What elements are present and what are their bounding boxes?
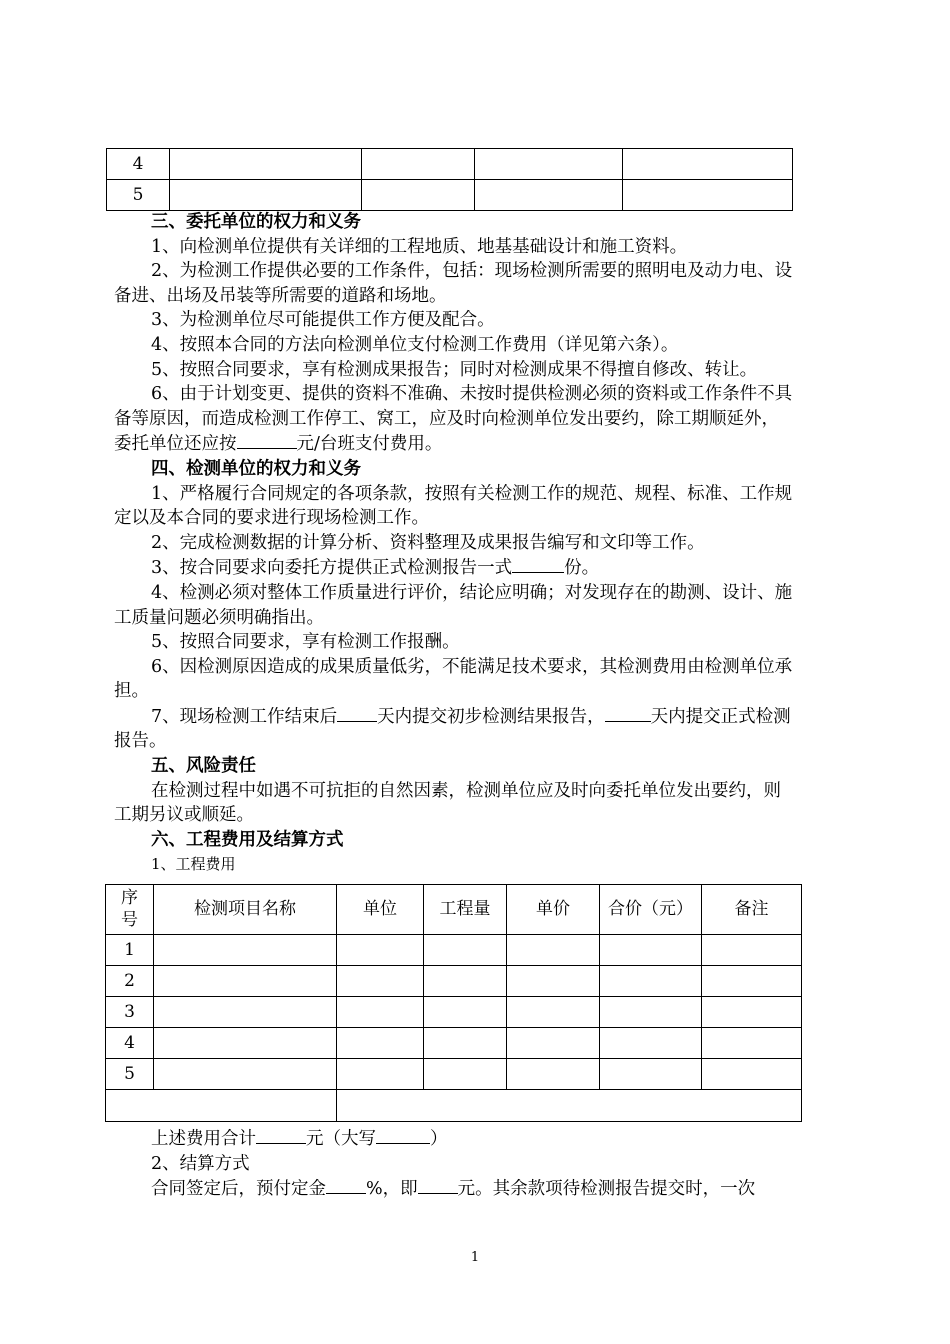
column-header: 备注 <box>702 885 802 935</box>
clause: 4、检测必须对整体工作质量进行评价，结论应明确；对发现存在的勘测、设计、施工质量问题必须明确指出。 <box>114 582 793 628</box>
table-row <box>106 966 802 997</box>
row-number: 4 <box>107 149 170 180</box>
fill-in-blank[interactable] <box>605 704 651 722</box>
fee-table <box>105 884 802 1122</box>
table-row <box>107 180 793 211</box>
section-heading: 三、委托单位的权力和义务 <box>151 212 361 232</box>
column-header: 序号 <box>106 885 154 935</box>
clause: 1、严格履行合同规定的各项条款，按照有关检测工作的规范、规程、标准、工作规定以及本合同的要求进行现场检测工作。 <box>114 483 793 529</box>
column-header: 合价（元） <box>600 885 702 935</box>
fee-total-line: 上述费用合计 元（大写 ） <box>114 1126 796 1152</box>
table-header-row <box>106 885 802 935</box>
table-row <box>107 149 793 180</box>
fill-in-blank[interactable] <box>376 1126 430 1144</box>
clause: 3、按合同要求向委托方提供正式检测报告一式 份。 <box>114 555 796 581</box>
fill-in-blank[interactable] <box>337 704 377 722</box>
fill-in-blank[interactable] <box>237 431 297 449</box>
clause: 5、按照合同要求，享有检测工作报酬。 <box>151 632 460 653</box>
row-number: 5 <box>106 1059 154 1090</box>
row-number: 4 <box>106 1028 154 1059</box>
column-header: 检测项目名称 <box>154 885 337 935</box>
column-header: 单价 <box>507 885 600 935</box>
row-number: 1 <box>106 935 154 966</box>
clause: 5、按照合同要求，享有检测成果报告；同时对检测成果不得擅自修改、转让。 <box>151 359 758 380</box>
fill-in-blank[interactable] <box>256 1126 306 1144</box>
settlement-text <box>114 1126 796 1202</box>
row-number: 3 <box>106 997 154 1028</box>
settlement-line: 合同签定后，预付定金 %，即 元。其余款项待检测报告提交时，一次 <box>114 1176 796 1202</box>
fill-in-blank[interactable] <box>326 1176 366 1194</box>
table-row <box>106 997 802 1028</box>
contract-body <box>114 210 796 877</box>
table-row <box>106 1059 802 1090</box>
sub-heading: 1、工程费用 <box>151 855 236 874</box>
table-total-row <box>106 1090 802 1122</box>
column-header: 工程量 <box>424 885 507 935</box>
section-heading: 六、工程费用及结算方式 <box>151 829 344 850</box>
clause: 6、因检测原因造成的成果质量低劣，不能满足技术要求，其检测费用由检测单位承担。 <box>114 656 793 702</box>
clause: 3、为检测单位尽可能提供工作方便及配合。 <box>151 310 495 331</box>
clause: 2、完成检测数据的计算分析、资料整理及成果报告编写和文印等工作。 <box>151 532 705 553</box>
clause: 7、现场检测工作结束后 天内提交初步检测结果报告， 天内提交正式检测报告。 <box>114 704 796 754</box>
clause: 2、为检测工作提供必要的工作条件，包括：现场检测所需要的照明电及动力电、设备进、出场及吊装等所需要的道路和场地。 <box>114 261 793 306</box>
table-row <box>106 1028 802 1059</box>
clause: 6、由于计划变更、提供的资料不准确、未按时提供检测必须的资料或工作条件不具备等原因，而造成检测工作停工、窝工，应及时向检测单位发出要约，除工期顺延外，委托单位还应按 元/台班支付费用。 <box>114 384 793 455</box>
table-row <box>106 935 802 966</box>
section-heading: 四、检测单位的权力和义务 <box>151 458 361 479</box>
fill-in-blank[interactable] <box>512 555 564 573</box>
section-heading: 五、风险责任 <box>151 756 256 777</box>
column-header: 单位 <box>337 885 424 935</box>
row-number: 5 <box>107 180 170 211</box>
test-items-table-continued <box>106 148 793 211</box>
page-number: 1 <box>470 1250 480 1265</box>
clause: 1、向检测单位提供有关详细的工程地质、地基基础设计和施工资料。 <box>151 236 688 257</box>
fill-in-blank[interactable] <box>418 1176 458 1194</box>
row-number: 2 <box>106 966 154 997</box>
clause: 4、按照本合同的方法向检测单位支付检测工作费用（详见第六条）。 <box>151 334 679 355</box>
clause: 在检测过程中如遇不可抗拒的自然因素，检测单位应及时向委托单位发出要约，则工期另议或顺延。 <box>114 780 781 826</box>
sub-heading: 2、结算方式 <box>151 1153 250 1174</box>
